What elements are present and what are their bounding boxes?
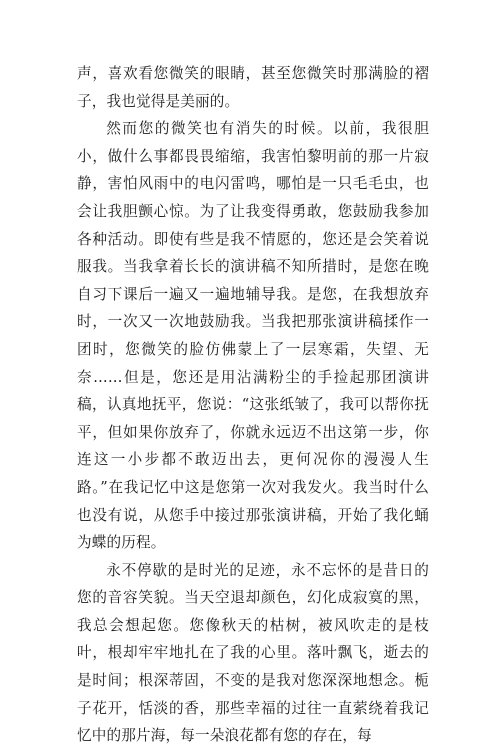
document-body <box>77 60 429 750</box>
paragraph-2: 然而您的微笑也有消失的时候。以前，我很胆小，做什么事都畏畏缩缩，我害怕黎明前的那一片寂静，害怕风雨中的电闪雷鸣，哪怕是一只毛毛虫，也会让我胆颤心惊。为了让我变得勇敢，您鼓励我参加各种活动。即使有些是我不情愿的，您还是会笑着说服我。当我拿着长长的演讲稿不知所措时，是您在晚自习下课后一遍又一遍地辅导我。是您，在我想放弃时，一次又一次地鼓励我。当我把那张演讲稿揉作一团时，您微笑的脸仿佛蒙上了一层寒霜，失望、无奈……但是，您还是用沾满粉尘的手捡起那团演讲稿，认真地抚平，您说：“这张纸皱了，我可以帮你抚平，但如果你放弃了，你就永远迈不出这第一步，你连这一小步都不敢迈出去，更何况你的漫漫人生路。”在我记忆中这是您第一次对我发火。我当时什么也没有说，从您手中接过那张演讲稿，开始了我化蛹为蝶的历程。 <box>77 120 429 552</box>
paragraph-1: 声，喜欢看您微笑的眼睛，甚至您微笑时那满脸的褶子，我也觉得是美丽的。 <box>77 65 429 110</box>
paragraph-3: 永不停歇的是时光的足迹，永不忘怀的是昔日的您的音容笑貌。当天空退却颜色，幻化成寂寞的黑，我总会想起您。您像秋天的枯树，被风吹走的是枝叶，根却牢牢地扎在了我的心里。落叶飘飞，逝去的是时间；根深蒂固，不变的是我对您深深地想念。栀子花开，恬淡的香，那些幸福的过往一直萦绕着我记忆中的那片海，每一朵浪花都有您的存在，每 <box>77 561 429 745</box>
